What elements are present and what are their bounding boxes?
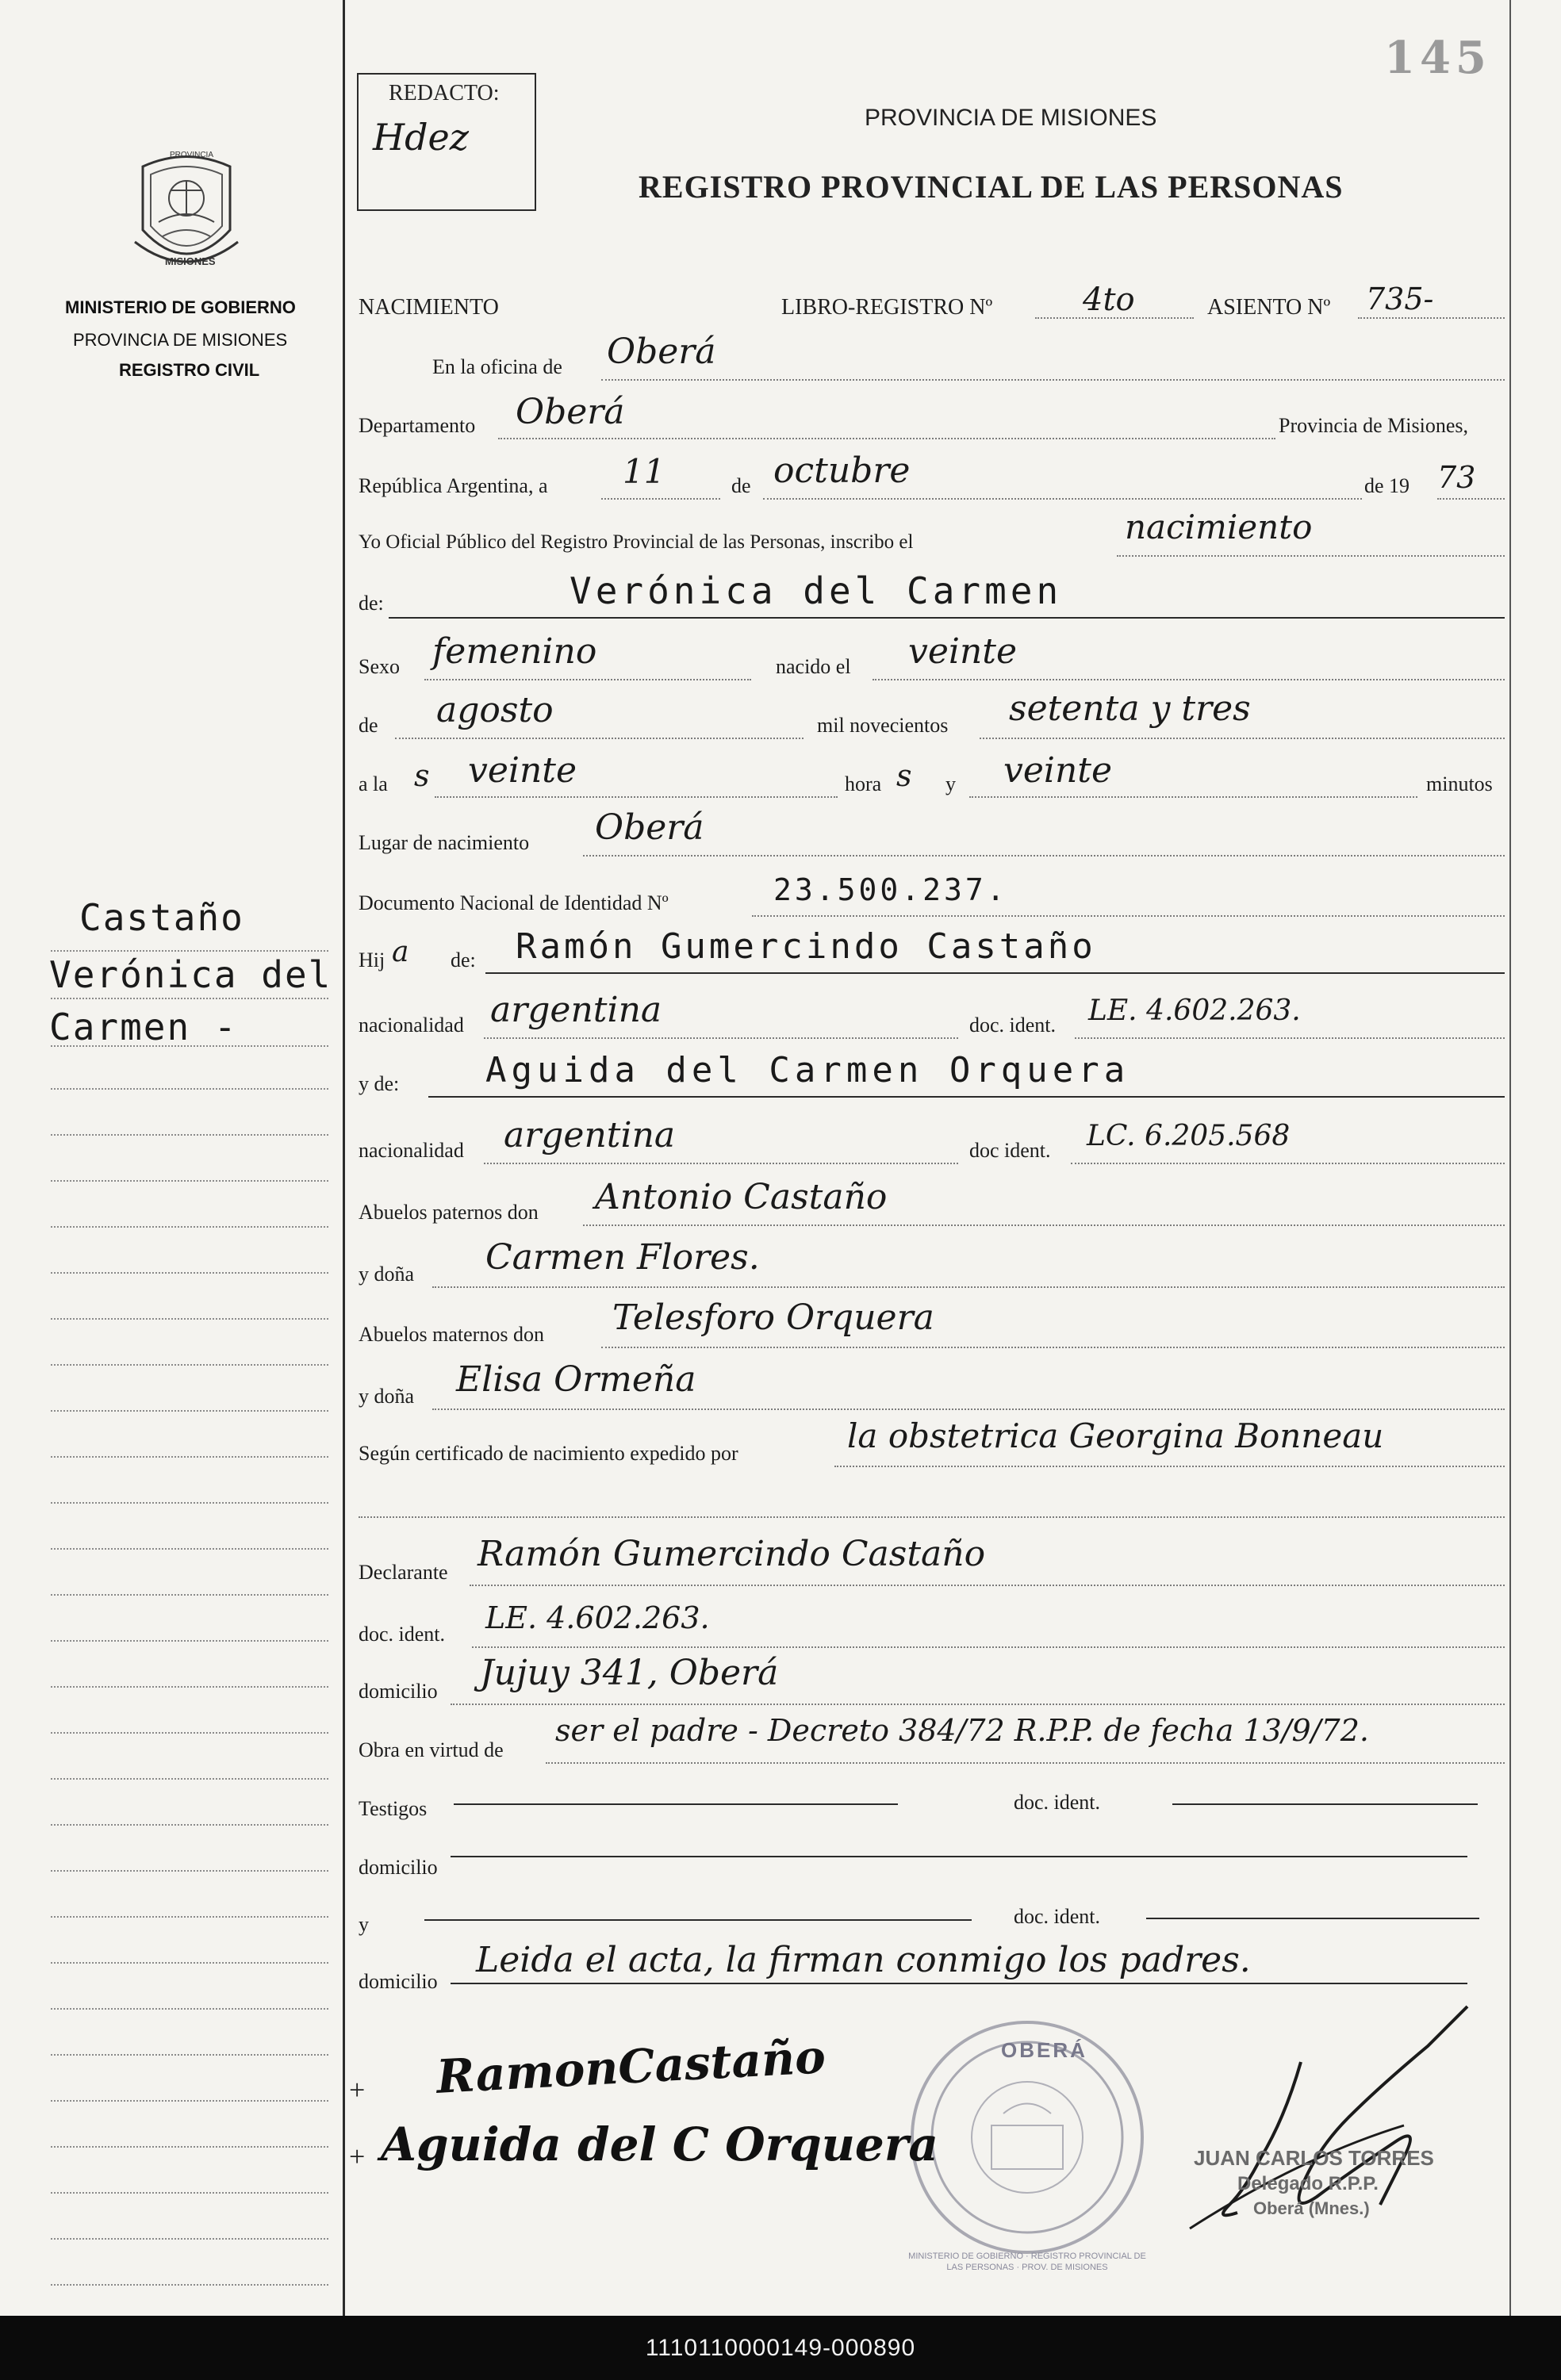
dni-label: Documento Nacional de Identidad Nº: [359, 891, 669, 914]
sexo-dots: [424, 679, 751, 680]
margin-line: [51, 1916, 328, 1918]
nacionalidad-madre-dots: [484, 1163, 958, 1164]
doc-ident3-label: doc. ident.: [359, 1623, 446, 1646]
dni-value: 23.500.237.: [773, 872, 1008, 907]
abuelos-paternos-label: Abuelos paternos don: [359, 1201, 539, 1224]
footer-strip: [0, 2316, 1561, 2380]
margin-line: [51, 1456, 328, 1458]
cross-mark-2: +: [349, 2140, 366, 2172]
doc-madre-value: LC. 6.205.568: [1087, 1120, 1291, 1152]
domicilio-value: Jujuy 341, Oberá: [480, 1653, 779, 1693]
header-province: PROVINCIA DE MISIONES: [865, 105, 1157, 131]
segun-label: Según certificado de nacimiento expedido por: [359, 1442, 738, 1465]
margin-line: [51, 1502, 328, 1504]
abuelos-maternos-label: Abuelos maternos don: [359, 1323, 544, 1346]
nacionalidad2-label: nacionalidad: [359, 1139, 464, 1162]
de19-label: de 19: [1364, 474, 1410, 497]
minutos-value: veinte: [1003, 750, 1113, 791]
redacto-label: REDACTO:: [389, 81, 500, 105]
margin-line: [51, 1962, 328, 1964]
margin-line: [51, 1088, 328, 1090]
redacto-box: [357, 73, 536, 211]
doc-padre-dots: [1075, 1037, 1505, 1039]
asiento-label: ASIENTO Nº: [1207, 295, 1331, 320]
libro-registro-value: 4to: [1083, 282, 1135, 318]
margin-line: [51, 1364, 328, 1366]
declarante-dots: [470, 1585, 1505, 1586]
madre-line: [428, 1096, 1505, 1098]
margin-line: [51, 1410, 328, 1412]
ala-suffix: s: [414, 758, 430, 793]
signature-padre: RamonCastaño: [435, 2029, 827, 2104]
header-title: REGISTRO PROVINCIAL DE LAS PERSONAS: [639, 169, 1344, 205]
nacionalidad-padre-value: argentina: [490, 990, 662, 1030]
y2-line: [424, 1919, 972, 1921]
nacido-value: veinte: [908, 631, 1018, 672]
hijo-suffix: a: [392, 936, 409, 968]
ministry-line-1: MINISTERIO DE GOBIERNO: [65, 297, 296, 317]
margin-note-line-1: Castaño: [79, 896, 244, 939]
testigos-line: [454, 1803, 898, 1805]
margin-line: [51, 2146, 328, 2148]
margin-line: [51, 1272, 328, 1274]
nacionalidad-padre-dots: [484, 1037, 958, 1039]
doc-madre-dots: [1071, 1163, 1505, 1164]
mes-value: octubre: [773, 450, 911, 491]
nacimiento-label: NACIMIENTO: [359, 295, 499, 320]
left-border-line: [343, 0, 345, 2316]
declarante-label: Declarante: [359, 1561, 448, 1584]
margin-line: [51, 1548, 328, 1550]
margin-line: [51, 1226, 328, 1228]
obra-dots: [546, 1762, 1505, 1764]
nombre-line: [389, 617, 1505, 619]
doc-declarante-value: LE. 4.602.263.: [485, 1600, 710, 1635]
margin-line: [51, 2284, 328, 2286]
dia-dots: [601, 498, 720, 500]
abuelo-mat-value: Telesforo Orquera: [612, 1297, 934, 1338]
abuela-pat-dots: [432, 1286, 1505, 1288]
margin-line: [51, 2054, 328, 2056]
margin-line: [51, 1134, 328, 1136]
dia-value: 11: [623, 452, 665, 491]
doc-ident5-label: doc. ident.: [1014, 1905, 1101, 1928]
segun-dots-2: [359, 1516, 1505, 1518]
abuela-pat-value: Carmen Flores.: [485, 1237, 760, 1278]
domicilio3-label: domicilio: [359, 1970, 438, 1993]
testigos-doc-line: [1172, 1803, 1478, 1805]
doc-padre-value: LE. 4.602.263.: [1088, 995, 1301, 1027]
ministry-line-2: PROVINCIA DE MISIONES: [73, 330, 288, 350]
asiento-dots: [1358, 317, 1505, 319]
segun-dots: [834, 1466, 1505, 1467]
margin-line: [51, 1318, 328, 1320]
hora-dots: [435, 796, 838, 798]
de-label: de: [731, 474, 751, 497]
mes-nac-value: agosto: [436, 690, 554, 730]
anio-nac-value: setenta y tres: [1009, 688, 1251, 729]
y2-label: y: [359, 1913, 369, 1936]
nacido-label: nacido el: [776, 655, 851, 678]
official-title: Delegado R.P.P.: [1237, 2173, 1379, 2194]
page-number: 145: [1384, 32, 1491, 84]
right-border-line: [1509, 0, 1511, 2316]
provincia-label: Provincia de Misiones,: [1279, 414, 1469, 437]
margin-line: [51, 2008, 328, 2010]
margin-line: [51, 2192, 328, 2194]
official-place: Oberá (Mnes.): [1253, 2198, 1370, 2218]
anio-nac-dots: [980, 738, 1505, 739]
domicilio2-label: domicilio: [359, 1856, 438, 1879]
de2-label: de: [359, 714, 378, 737]
madre-value: Aguida del Carmen Orquera: [485, 1050, 1130, 1090]
margin-line: [51, 2238, 328, 2240]
mes-dots: [763, 498, 1362, 500]
yo-oficial-dots: [1117, 555, 1505, 557]
domicilio2-line: [451, 1856, 1467, 1857]
doc-declarante-dots: [472, 1646, 1505, 1648]
margin-line: [51, 2100, 328, 2102]
ministry-line-3: REGISTRO CIVIL: [119, 360, 260, 380]
departamento-label: Departamento: [359, 414, 476, 437]
margin-line: [51, 998, 328, 999]
abuela-mat-dots: [432, 1408, 1505, 1410]
padre-value: Ramón Gumercindo Castaño: [516, 926, 1096, 967]
domicilio-label: domicilio: [359, 1680, 438, 1703]
margin-line: [51, 1045, 328, 1047]
oficina-dots: [601, 379, 1505, 381]
lugar-dots: [583, 855, 1505, 857]
declarante-value: Ramón Gumercindo Castaño: [478, 1534, 986, 1574]
y-label: y: [945, 772, 956, 795]
mil-novecientos-label: mil novecientos: [817, 714, 949, 737]
margin-line: [51, 1778, 328, 1780]
domicilio3-line: [451, 1983, 1467, 1984]
libro-registro-label: LIBRO-REGISTRO Nº: [781, 295, 993, 320]
yo-oficial-label: Yo Oficial Público del Registro Provincial de las Personas, inscribo el: [359, 531, 914, 553]
margin-line: [51, 1732, 328, 1734]
yo-oficial-value: nacimiento: [1125, 508, 1313, 546]
segun-value: la obstetrica Georgina Bonneau: [847, 1416, 1384, 1455]
testigos-label: Testigos: [359, 1797, 428, 1820]
abuelo-pat-dots: [583, 1224, 1505, 1226]
sexo-label: Sexo: [359, 655, 400, 678]
margin-line: [51, 1824, 328, 1826]
seal-bottom-text: MISIONES: [165, 255, 216, 267]
abuelo-mat-dots: [601, 1347, 1505, 1348]
nacido-dots: [873, 679, 1505, 680]
oficina-label: En la oficina de: [432, 355, 562, 378]
leida-value: Leida el acta, la firman conmigo los padres.: [476, 1940, 1251, 1980]
lugar-label: Lugar de nacimiento: [359, 831, 530, 854]
anio-dots: [1437, 498, 1505, 500]
official-name: JUAN CARLOS TORRES: [1194, 2146, 1434, 2170]
dni-dots: [752, 915, 1505, 917]
ala-label: a la: [359, 772, 388, 795]
margin-line: [51, 1870, 328, 1872]
sexo-value: femenino: [432, 631, 597, 672]
doc-ident4-label: doc. ident.: [1014, 1791, 1101, 1814]
margin-line: [51, 1686, 328, 1688]
y2-doc-line: [1146, 1918, 1479, 1919]
margin-line: [51, 950, 328, 952]
y-dona-label: y doña: [359, 1263, 415, 1286]
y-de-label: y de:: [359, 1072, 400, 1095]
oficina-value: Oberá: [607, 332, 716, 372]
redacto-initials: Hdez: [373, 116, 470, 159]
asiento-value: 735-: [1366, 282, 1434, 316]
document-id: 1110110000149-000890: [645, 2335, 916, 2361]
abuelo-pat-value: Antonio Castaño: [595, 1177, 888, 1217]
signature-madre: Aguida del C Orquera: [381, 2117, 938, 2171]
stamp-ring-text: MINISTERIO DE GOBIERNO · REGISTRO PROVINCIAL DE LAS PERSONAS · PROV. DE MISIONES: [908, 2252, 1146, 2272]
minutos-label: minutos: [1426, 772, 1493, 795]
domicilio-dots: [451, 1704, 1505, 1705]
cross-mark-1: +: [349, 2074, 366, 2106]
nacionalidad-madre-value: argentina: [504, 1115, 676, 1156]
obra-value: ser el padre - Decreto 384/72 R.P.P. de fecha 13/9/72.: [555, 1713, 1369, 1748]
hora-value: veinte: [468, 750, 577, 791]
hijo-label: Hij: [359, 949, 385, 972]
margin-line: [51, 1180, 328, 1182]
obra-label: Obra en virtud de: [359, 1738, 504, 1761]
de3-label: de:: [451, 949, 476, 972]
minutos-dots: [969, 796, 1417, 798]
de-nombre-label: de:: [359, 592, 384, 615]
departamento-dots: [498, 438, 1275, 439]
nombre-value: Verónica del Carmen: [570, 569, 1063, 612]
y-dona2-label: y doña: [359, 1385, 415, 1408]
mes-nac-dots: [395, 738, 804, 739]
departamento-value: Oberá: [516, 392, 625, 432]
lugar-value: Oberá: [595, 807, 704, 848]
margin-note-line-3: Carmen -: [49, 1006, 238, 1048]
abuela-mat-value: Elisa Ormeña: [456, 1359, 696, 1400]
padre-line: [485, 972, 1505, 974]
margin-line: [51, 1594, 328, 1596]
margin-line: [51, 1640, 328, 1642]
republica-label: República Argentina, a: [359, 474, 548, 497]
horas-suffix: s: [896, 758, 912, 793]
margin-note-line-2: Verónica del: [49, 953, 332, 996]
seal-top-text: PROVINCIA: [170, 151, 214, 159]
doc-ident2-label: doc ident.: [969, 1139, 1051, 1162]
horas-label: hora: [845, 772, 882, 795]
doc-ident-label: doc. ident.: [969, 1014, 1057, 1037]
nacionalidad-label: nacionalidad: [359, 1014, 464, 1037]
stamp-top-text: OBERÁ: [1001, 2038, 1087, 2062]
anio-value: 73: [1437, 460, 1476, 495]
